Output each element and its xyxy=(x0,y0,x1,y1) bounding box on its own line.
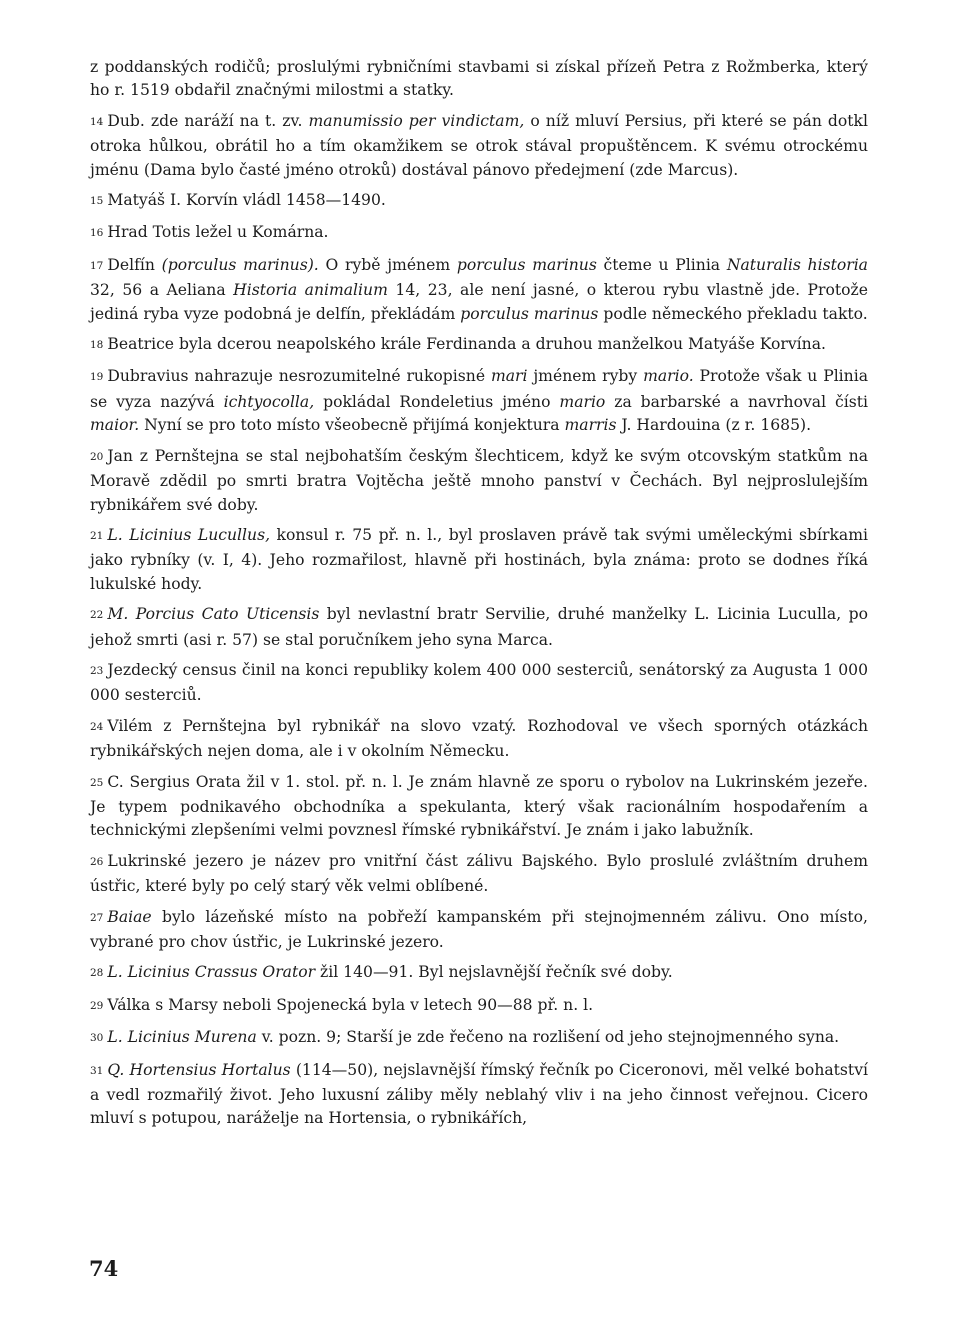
footnote-number: 29 xyxy=(90,999,104,1012)
text-run: 14, 23, ale není jasné, o kterou rybu vlastně jde. Protože jediná ryba vyze podobná je delfín, překládám xyxy=(90,281,868,323)
text-run: 32, 56 a Aeliana xyxy=(90,281,234,300)
footnote-number: 21 xyxy=(90,529,104,542)
text-run: Dub. zde naráží na t. zv. xyxy=(107,111,309,130)
italic-text: L. Licinius Lucullus, xyxy=(107,525,271,544)
text-run: čteme u Plinia xyxy=(596,255,727,274)
footnote-number: 30 xyxy=(90,1032,104,1045)
footnote-number: 23 xyxy=(90,664,104,677)
text-run: konsul r. 75 př. n. l., byl proslaven právě tak svými uměleckými sbírkami jako rybníky (v. I, 4). Jeho rozmařilost, hlavně při hostinách, byla známa: proto se dodnes říká lukulské hody. xyxy=(90,525,868,593)
footnote-number: 15 xyxy=(90,195,104,208)
footnote-26 xyxy=(90,850,868,899)
footnote-number: 14 xyxy=(90,115,104,128)
footnote-number: 18 xyxy=(90,339,104,352)
italic-text: porculus marinus xyxy=(456,255,597,274)
text-run: v. pozn. 9; Starší je zde řečeno na rozlišení od jeho stejnojmenného syna. xyxy=(256,1028,840,1047)
text-run: O rybě jménem xyxy=(318,255,457,274)
italic-text: M. Porcius Cato Uticensis xyxy=(107,605,320,624)
footnote-18 xyxy=(90,333,868,358)
footnote-16 xyxy=(90,221,868,246)
page-number: 74 xyxy=(89,1256,119,1281)
italic-text: Naturalis historia xyxy=(726,255,868,274)
text-run: za barbarské a navrhoval čísti xyxy=(605,392,868,411)
text-run: Vilém z Pernštejna byl rybnikář na slovo vzatý. Rozhodoval ve všech sporných otázkách rybnikářských nejen doma, ale i v okolním Německu. xyxy=(90,716,868,761)
text-run: Delfín xyxy=(107,255,162,274)
italic-text: manumissio per vindictam, xyxy=(308,111,525,130)
italic-text: marris xyxy=(564,416,617,435)
text-run: Nyní se pro toto místo všeobecně přijímá konjektura xyxy=(139,416,565,435)
text-run: C. Sergius Orata žil v 1. stol. př. n. l. Je znám hlavně ze sporu o rybolov na Lukrinském jezeře. Je typem podnikavého obchodníka a spekulanta, který však racionálním hospodařením a technickými zlepšeními velmi povznesl římské rybnikářství. Je znám i jako labužník. xyxy=(90,772,868,840)
footnote-number: 26 xyxy=(90,855,104,868)
italic-text: L. Licinius Murena xyxy=(107,1028,257,1047)
footnote-number: 22 xyxy=(90,609,104,622)
text-run: Jezdecký census činil na konci republiky kolem 400 000 sesterciů, senátorský za Augusta 1 000 000 sesterciů. xyxy=(90,660,868,705)
footnotes-page xyxy=(90,56,868,1138)
italic-text: Baiae xyxy=(107,907,152,926)
text-run: o níž mluví Persius, při které se pán dotkl otroka hůlkou, obrátil ho a tím okamžikem se otrok stával propuštěncem. K svému otrockému jménu (Dama bylo časté jméno otroků) dostával pánovo předejmení (zde Marcus). xyxy=(90,111,868,179)
footnote-24 xyxy=(90,715,868,764)
text-run: Válka s Marsy neboli Spojenecká byla v letech 90—88 př. n. l. xyxy=(107,995,594,1014)
italic-text: mari xyxy=(490,367,528,386)
footnote-number: 20 xyxy=(90,450,104,463)
italic-text: ichtyocolla, xyxy=(223,392,315,411)
footnote-15 xyxy=(90,189,868,214)
italic-text: mario xyxy=(559,392,606,411)
text-run: Beatrice byla dcerou neapolského krále Ferdinanda a druhou manželkou Matyáše Korvína. xyxy=(107,335,826,354)
text-run: (114—50), nejslavnější římský řečník po Ciceronovi, měl velké bohatství a vedl rozmařilý život. Jeho luxusní záliby měly neblahý vliv i na jeho činnost veřejnou. Cicero mluví s potupou, naráželje na Hortensia, o rybnikářích, xyxy=(90,1060,868,1128)
italic-text: maior. xyxy=(90,416,140,435)
text-run: J. Hardouina (z r. 1685). xyxy=(616,416,812,435)
footnote-27 xyxy=(90,906,868,955)
text-run: Hrad Totis ležel u Komárna. xyxy=(107,223,329,242)
text-run: pokládal Rondeletius jméno xyxy=(314,392,560,411)
text-run: Dubravius nahrazuje nesrozumitelné rukopisné xyxy=(107,367,491,386)
footnote-continuation xyxy=(90,56,868,103)
footnote-29 xyxy=(90,994,868,1019)
footnote-number: 31 xyxy=(90,1064,104,1077)
footnote-number: 25 xyxy=(90,776,104,789)
footnote-20 xyxy=(90,445,868,517)
italic-text: L. Licinius Crassus Orator xyxy=(107,963,316,982)
footnote-17 xyxy=(90,254,868,326)
text-run: Matyáš I. Korvín vládl 1458—1490. xyxy=(107,191,386,210)
italic-text: porculus marinus xyxy=(460,304,599,323)
footnote-22 xyxy=(90,603,868,652)
footnote-23 xyxy=(90,659,868,708)
footnote-number: 28 xyxy=(90,967,104,980)
footnote-19 xyxy=(90,365,868,437)
footnote-number: 16 xyxy=(90,227,104,240)
footnote-28 xyxy=(90,961,868,986)
italic-text: Historia animalium xyxy=(233,281,388,300)
text-run: jménem ryby xyxy=(527,367,644,386)
italic-text: (porculus marinus). xyxy=(161,255,319,274)
text-run: byl nevlastní bratr Servilie, druhé manželky L. Licinia Luculla, po jehož smrti (asi r. 57) se stal poručníkem jeho syna Marca. xyxy=(90,605,868,649)
footnote-21 xyxy=(90,524,868,596)
text-run: žil 140—91. Byl nejslavnější řečník své doby. xyxy=(315,963,673,982)
text-run: Jan z Pernštejna se stal nejbohatším českým šlechticem, když ke svým otcovským statkům na Moravě zdědil po smrti bratra Vojtěcha ještě mnoho panství v Čechách. Byl nejproslulejším rybnikářem své doby. xyxy=(90,446,868,514)
text-run: bylo lázeňské místo na pobřeží kampanském při stejnojmenném zálivu. Ono místo, vybrané pro chov ústřic, je Lukrinské jezero. xyxy=(90,907,868,951)
italic-text: Q. Hortensius Hortalus xyxy=(107,1060,291,1079)
footnote-number: 19 xyxy=(90,371,104,384)
italic-text: mario. xyxy=(643,367,694,386)
text-run: z poddanských rodičů; proslulými rybničními stavbami si získal přízeň Petra z Rožmberka, který ho r. 1519 obdařil značnými milostmi a statky. xyxy=(90,58,868,100)
footnote-14 xyxy=(90,110,868,182)
footnote-number: 17 xyxy=(90,259,104,272)
footnote-25 xyxy=(90,771,868,843)
footnote-number: 27 xyxy=(90,911,104,924)
text-run: Lukrinské jezero je název pro vnitřní část zálivu Bajského. Bylo proslulé zvláštním druhem ústřic, které byly po celý starý věk velmi oblíbené. xyxy=(90,851,868,896)
footnote-number: 24 xyxy=(90,720,104,733)
text-run: podle německého překladu takto. xyxy=(598,304,868,323)
footnote-31 xyxy=(90,1059,868,1131)
footnote-30 xyxy=(90,1026,868,1051)
text-run: Protože však u Plinia se vyza nazývá xyxy=(90,367,868,411)
